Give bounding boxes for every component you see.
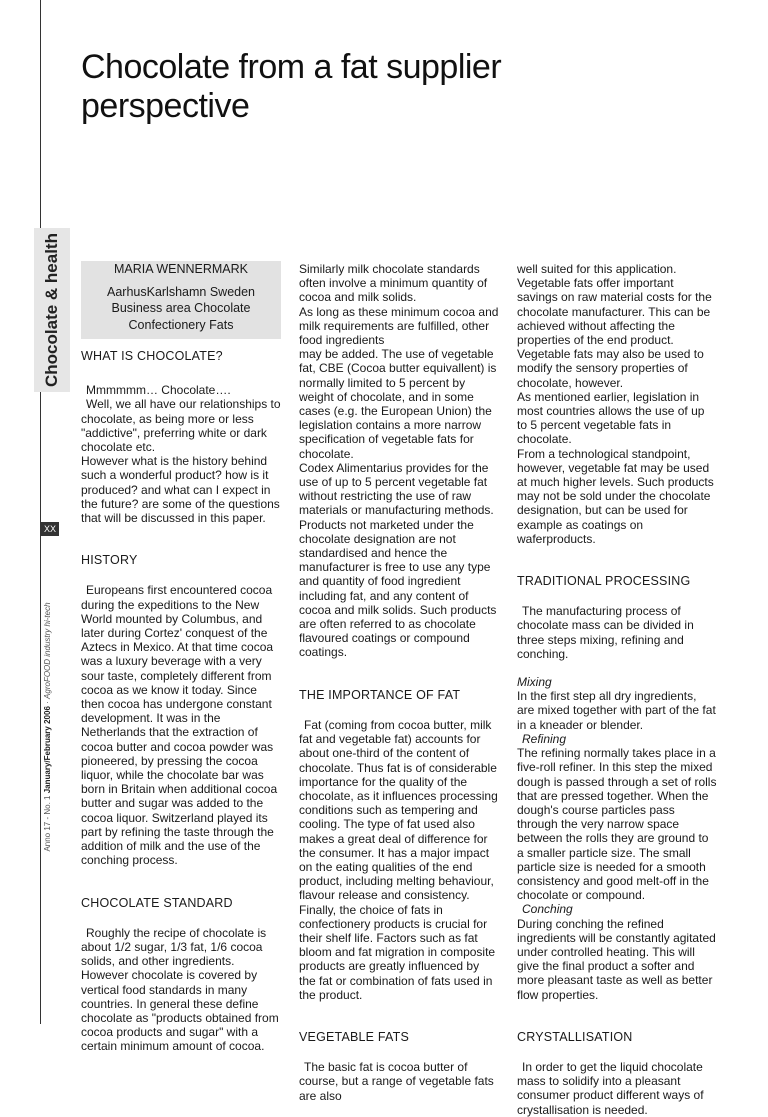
journal-publication: AgroFOOD industry hi-tech (43, 602, 52, 699)
journal-info (41, 571, 55, 883)
paragraph: Vegetable fats offer important savings on raw material costs for the chocolate manufacturer. This can be achieved without affecting the properties of the end product. Vegetable fats may also be used to modify the sensory properties of chocolate, however. (517, 276, 712, 390)
author-box (81, 261, 281, 339)
paragraph: The refining normally takes place in a five-roll refiner. In this step the mixed dough is passed through a set of rolls that are pressed together. When the dough's course particles pass through the very narrow space between the rolls they are ground to a smaller particle size. The small particle size is needed for a smooth consistency and good melt-off in the chocolate or compound. (517, 746, 717, 903)
paragraph: Mmmmmm… Chocolate…. (86, 383, 231, 398)
paragraph: In the first step all dry ingredients, are mixed together with part of the fat in a kneader or blender. (517, 689, 716, 732)
paragraph: well suited for this application. (517, 262, 677, 276)
heading-vegetable-fats: VEGETABLE FATS (299, 1029, 410, 1044)
heading-crystallisation: CRYSTALLISATION (517, 1029, 633, 1044)
subheading-mixing: Mixing (517, 675, 552, 690)
paragraph: Similarly milk chocolate standards often involve a minimum quantity of cocoa and milk solids. (299, 262, 488, 305)
journal-issue: January/February 2006 (43, 706, 52, 794)
paragraph: may be added. The use of vegetable fat, CBE (Cocoa butter equivallent) is normally limited to 5 percent by weight of chocolate, and in some cases (e.g. the European Union) the legislation contains a more narrow specification of vegetable fats for chocolate. (299, 347, 497, 461)
heading-traditional-processing: TRADITIONAL PROCESSING (517, 574, 691, 589)
paragraph: However what is the history behind such a wonderful product? how is it produced? and what can I expect in the future? are some of the questions that will be discussed in this paper. (81, 454, 280, 526)
paragraph: Roughly the recipe of chocolate is about 1/2 sugar, 1/3 fat, 1/6 cocoa solids, and other ingredients. (81, 925, 267, 969)
paragraph: Codex Alimentarius provides for the use of up to 5 percent vegetable fat without restricting the use of raw materials or manufacturing methods. (299, 460, 494, 518)
paragraph: The basic fat is cocoa butter of course, but a range of vegetable fats are also (299, 1060, 494, 1103)
column-1 (81, 262, 281, 1054)
heading-what-is-chocolate: WHAT IS CHOCOLATE? (81, 349, 223, 363)
paragraph: However chocolate is covered by vertical food standards in many countries. In general these define chocolate as "products obtained from cocoa products and sugar" with a certain minimum amount of cocoa. (81, 968, 279, 1054)
journal-separator: · (43, 701, 52, 704)
paragraph: Well, we all have our relationships to chocolate, as being more or less "addictive", preferring white or dark chocolate etc. (81, 397, 281, 455)
paragraph: As mentioned earlier, legislation in most countries allows the use of up to 5 percent vegetable fats in chocolate. (517, 389, 705, 447)
author-name: MARIA WENNERMARK (113, 262, 249, 276)
paragraph: In order to get the liquid chocolate mass to solidify into a pleasant consumer product different ways of crystallisation is needed. (517, 1059, 704, 1117)
author-area: Business area Chocolate Confectionery Fats (111, 301, 251, 332)
article-title: Chocolate from a fat supplier perspective (81, 48, 502, 125)
heading-history: HISTORY (81, 553, 138, 568)
paragraph: The manufacturing process of chocolate mass can be divided in three steps mixing, refining and conching. (517, 604, 694, 661)
author-company: AarhusKarlshamn Sweden (107, 284, 255, 299)
paragraph: From a technological standpoint, however, vegetable fat may be used at much higher levels. Such products may not be sold under the chocolate designation, but can be used for example as coatings on waferproducts. (517, 446, 714, 546)
page-marker: XX (41, 522, 59, 536)
section-label-box (34, 228, 70, 392)
paragraph: Europeans first encountered cocoa during the expeditions to the New World mounted by Columbus, and later during Cortez' conquest of the Aztecs in Mexico. At that time cocoa was a luxury beverage with a very sour taste, completely different from cocoa as we know it today. Since then cocoa has undergone constant development. It was in the Netherlands that the extraction of cocoa butter and cocoa powder was pioneered, by pressing the cocoa liquor, while the chocolate bar was born in Britain when additional cocoa butter and sugar was added to the cocoa liquor. Switzerland played its part by refining the taste through the addition of milk and the use of the conching process. (81, 583, 278, 868)
section-label: Chocolate & health (42, 233, 61, 387)
paragraph: As long as these minimum cocoa and milk requirements are fulfilled, other food ingredients (299, 304, 499, 348)
journal-volume: Anno 17 - No. 1 (43, 795, 52, 852)
paragraph: During conching the refined ingredients will be constantly agitated under controlled heating. This will give the final product a softer and more pleasant taste as well as better flow properties. (517, 916, 716, 1002)
heading-chocolate-standard: CHOCOLATE STANDARD (81, 895, 233, 910)
column-3 (517, 262, 717, 1117)
heading-importance-of-fat: THE IMPORTANCE OF FAT (299, 687, 461, 702)
subheading-refining: Refining (522, 731, 567, 746)
subheading-conching: Conching (522, 902, 573, 917)
paragraph: Fat (coming from cocoa butter, milk fat and vegetable fat) accounts for about one-third of the content of chocolate. Thus fat is of considerable importance for the quality of the chocolate, as it influences processing conditions such as tempering and cooling. The type of fat used also makes a great deal of difference for the consumer. It has a major impact on the eating qualities of the end product, including melting behaviour, flavour release and consistency. Finally, the choice of fats in confectionery products is crucial for their shelf life. Factors such as fat bloom and fat migration in composite products are greatly influenced by the fat or combination of fats used in the product. (299, 717, 498, 1002)
column-2 (299, 262, 499, 1103)
paragraph: Products not marketed under the chocolate designation are not standardised and hence the manufacturer is free to use any type and quantity of food ingredient including fat, and any content of cocoa and milk solids. Such products are often referred to as chocolate flavoured coatings or compound coatings. (299, 517, 497, 660)
